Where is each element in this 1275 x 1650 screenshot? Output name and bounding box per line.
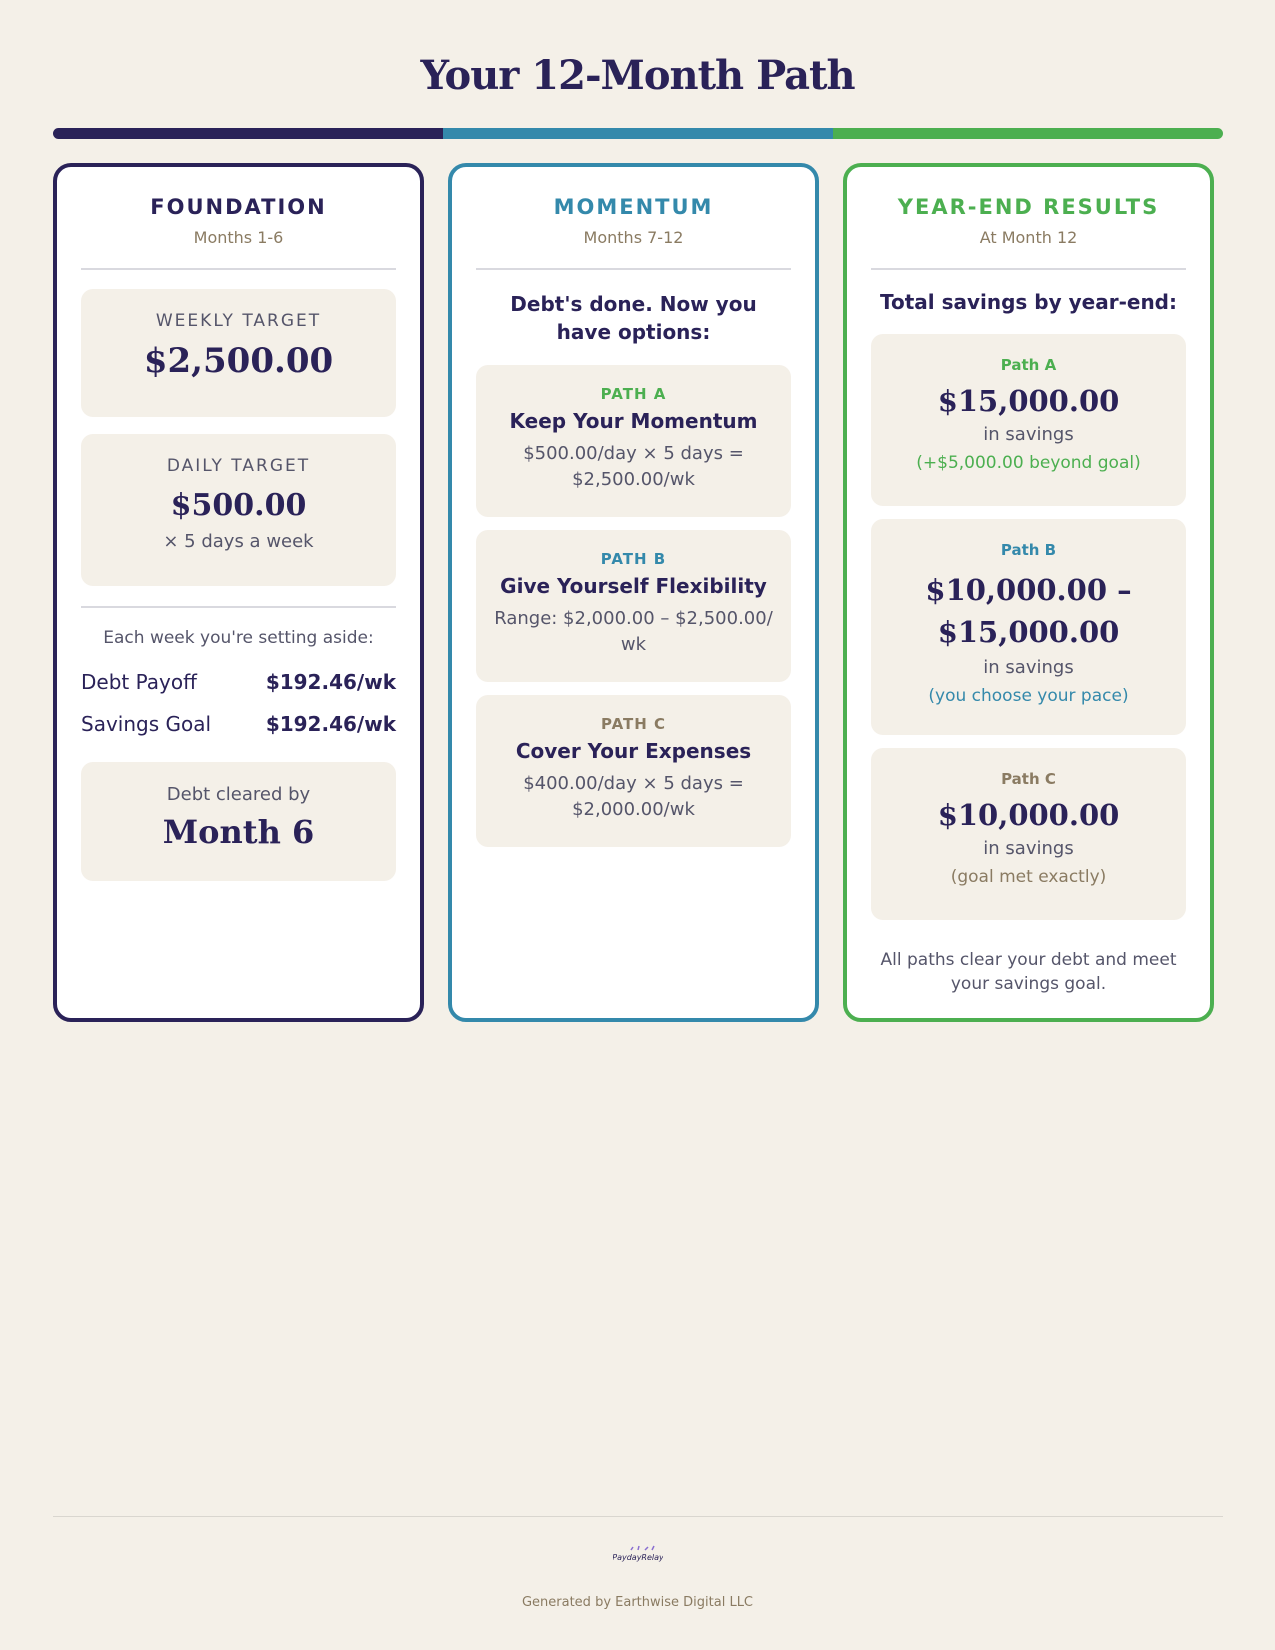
divider [81, 606, 396, 608]
result-path-b-label: Path B [1000, 541, 1057, 559]
result-path-a-label: Path A [1000, 356, 1057, 374]
row-value: $192.46/wk [265, 712, 396, 736]
results-subtitle: At Month 12 [979, 228, 1078, 247]
paydayrelay-logo [0, 1545, 1275, 1571]
foundation-card [53, 163, 424, 1022]
result-path-c-label: Path C [1001, 770, 1056, 788]
path-b-box [476, 530, 791, 682]
path-a-box [476, 365, 791, 517]
result-path-a-amount: $15,000.00 [937, 384, 1120, 418]
result-path-b-note: (you choose your pace) [928, 686, 1129, 706]
debt-payoff-row [81, 670, 396, 694]
weekly-target-value: $2,500.00 [143, 341, 334, 381]
foundation-title: FOUNDATION [150, 195, 327, 219]
results-footer-note: All paths clear your debt and meet your savings goal. [880, 950, 1177, 994]
logo-mark-icon [613, 1545, 663, 1567]
foundation-subtitle: Months 1-6 [193, 228, 284, 247]
results-title: YEAR-END RESULTS [897, 195, 1160, 219]
result-path-c-amount: $10,000.00 [937, 798, 1120, 832]
result-path-b-unit: in savings [983, 657, 1074, 678]
logo-text: PaydayRelay [612, 1553, 663, 1562]
row-label: Debt Payoff [81, 670, 197, 694]
debt-cleared-label: Debt cleared by [166, 784, 311, 805]
row-value: $192.46/wk [265, 670, 396, 694]
debt-cleared-box [81, 762, 396, 881]
result-path-c-unit: in savings [983, 838, 1074, 859]
page-title: Your 12-Month Path [420, 52, 855, 99]
path-c-label: PATH C [600, 715, 667, 733]
daily-target-label: DAILY TARGET [166, 456, 311, 476]
path-b-title: Give Yourself Flexibility [500, 574, 767, 598]
progress-segment-foundation [53, 128, 443, 139]
path-c-desc: $400.00/day × 5 days = $2,000.00/wk [523, 773, 744, 820]
results-intro: Total savings by year-end: [879, 290, 1177, 314]
results-header [871, 167, 1186, 270]
path-c-title: Cover Your Expenses [515, 739, 752, 763]
momentum-title: MOMENTUM [553, 195, 714, 219]
momentum-subtitle: Months 7-12 [583, 228, 684, 247]
weekly-target-label: WEEKLY TARGET [155, 311, 322, 331]
weekly-target-box [81, 289, 396, 417]
progress-segment-momentum [443, 128, 833, 139]
daily-target-value: $500.00 [170, 488, 307, 523]
foundation-header [81, 167, 396, 270]
daily-target-note: × 5 days a week [163, 531, 314, 552]
result-path-b-box [871, 519, 1186, 735]
results-card [843, 163, 1214, 1022]
result-path-b-amount: $10,000.00 – $15,000.00 [925, 573, 1132, 649]
result-path-a-box [871, 334, 1186, 506]
progress-segment-results [833, 128, 1223, 139]
path-c-box [476, 695, 791, 847]
path-a-label: PATH A [600, 385, 667, 403]
generated-by-text: Generated by Earthwise Digital LLC [521, 1595, 754, 1610]
path-b-desc: Range: $2,000.00 – $2,500.00/ wk [494, 608, 773, 655]
momentum-card [448, 163, 819, 1022]
path-a-title: Keep Your Momentum [509, 409, 758, 433]
aside-heading: Each week you're setting aside: [103, 628, 374, 648]
momentum-header [476, 167, 791, 270]
phase-progress-bar [53, 128, 1223, 139]
path-a-desc: $500.00/day × 5 days = $2,500.00/wk [523, 443, 744, 490]
savings-goal-row [81, 712, 396, 736]
result-path-a-note: (+$5,000.00 beyond goal) [916, 453, 1141, 473]
row-label: Savings Goal [81, 712, 212, 736]
footer-divider [53, 1516, 1223, 1517]
result-path-a-unit: in savings [983, 424, 1074, 445]
path-b-label: PATH B [600, 550, 667, 568]
daily-target-box [81, 434, 396, 586]
result-path-c-note: (goal met exactly) [950, 867, 1107, 887]
debt-cleared-value: Month 6 [162, 813, 315, 851]
result-path-c-box [871, 748, 1186, 920]
momentum-intro: Debt's done. Now you have options: [510, 292, 757, 344]
